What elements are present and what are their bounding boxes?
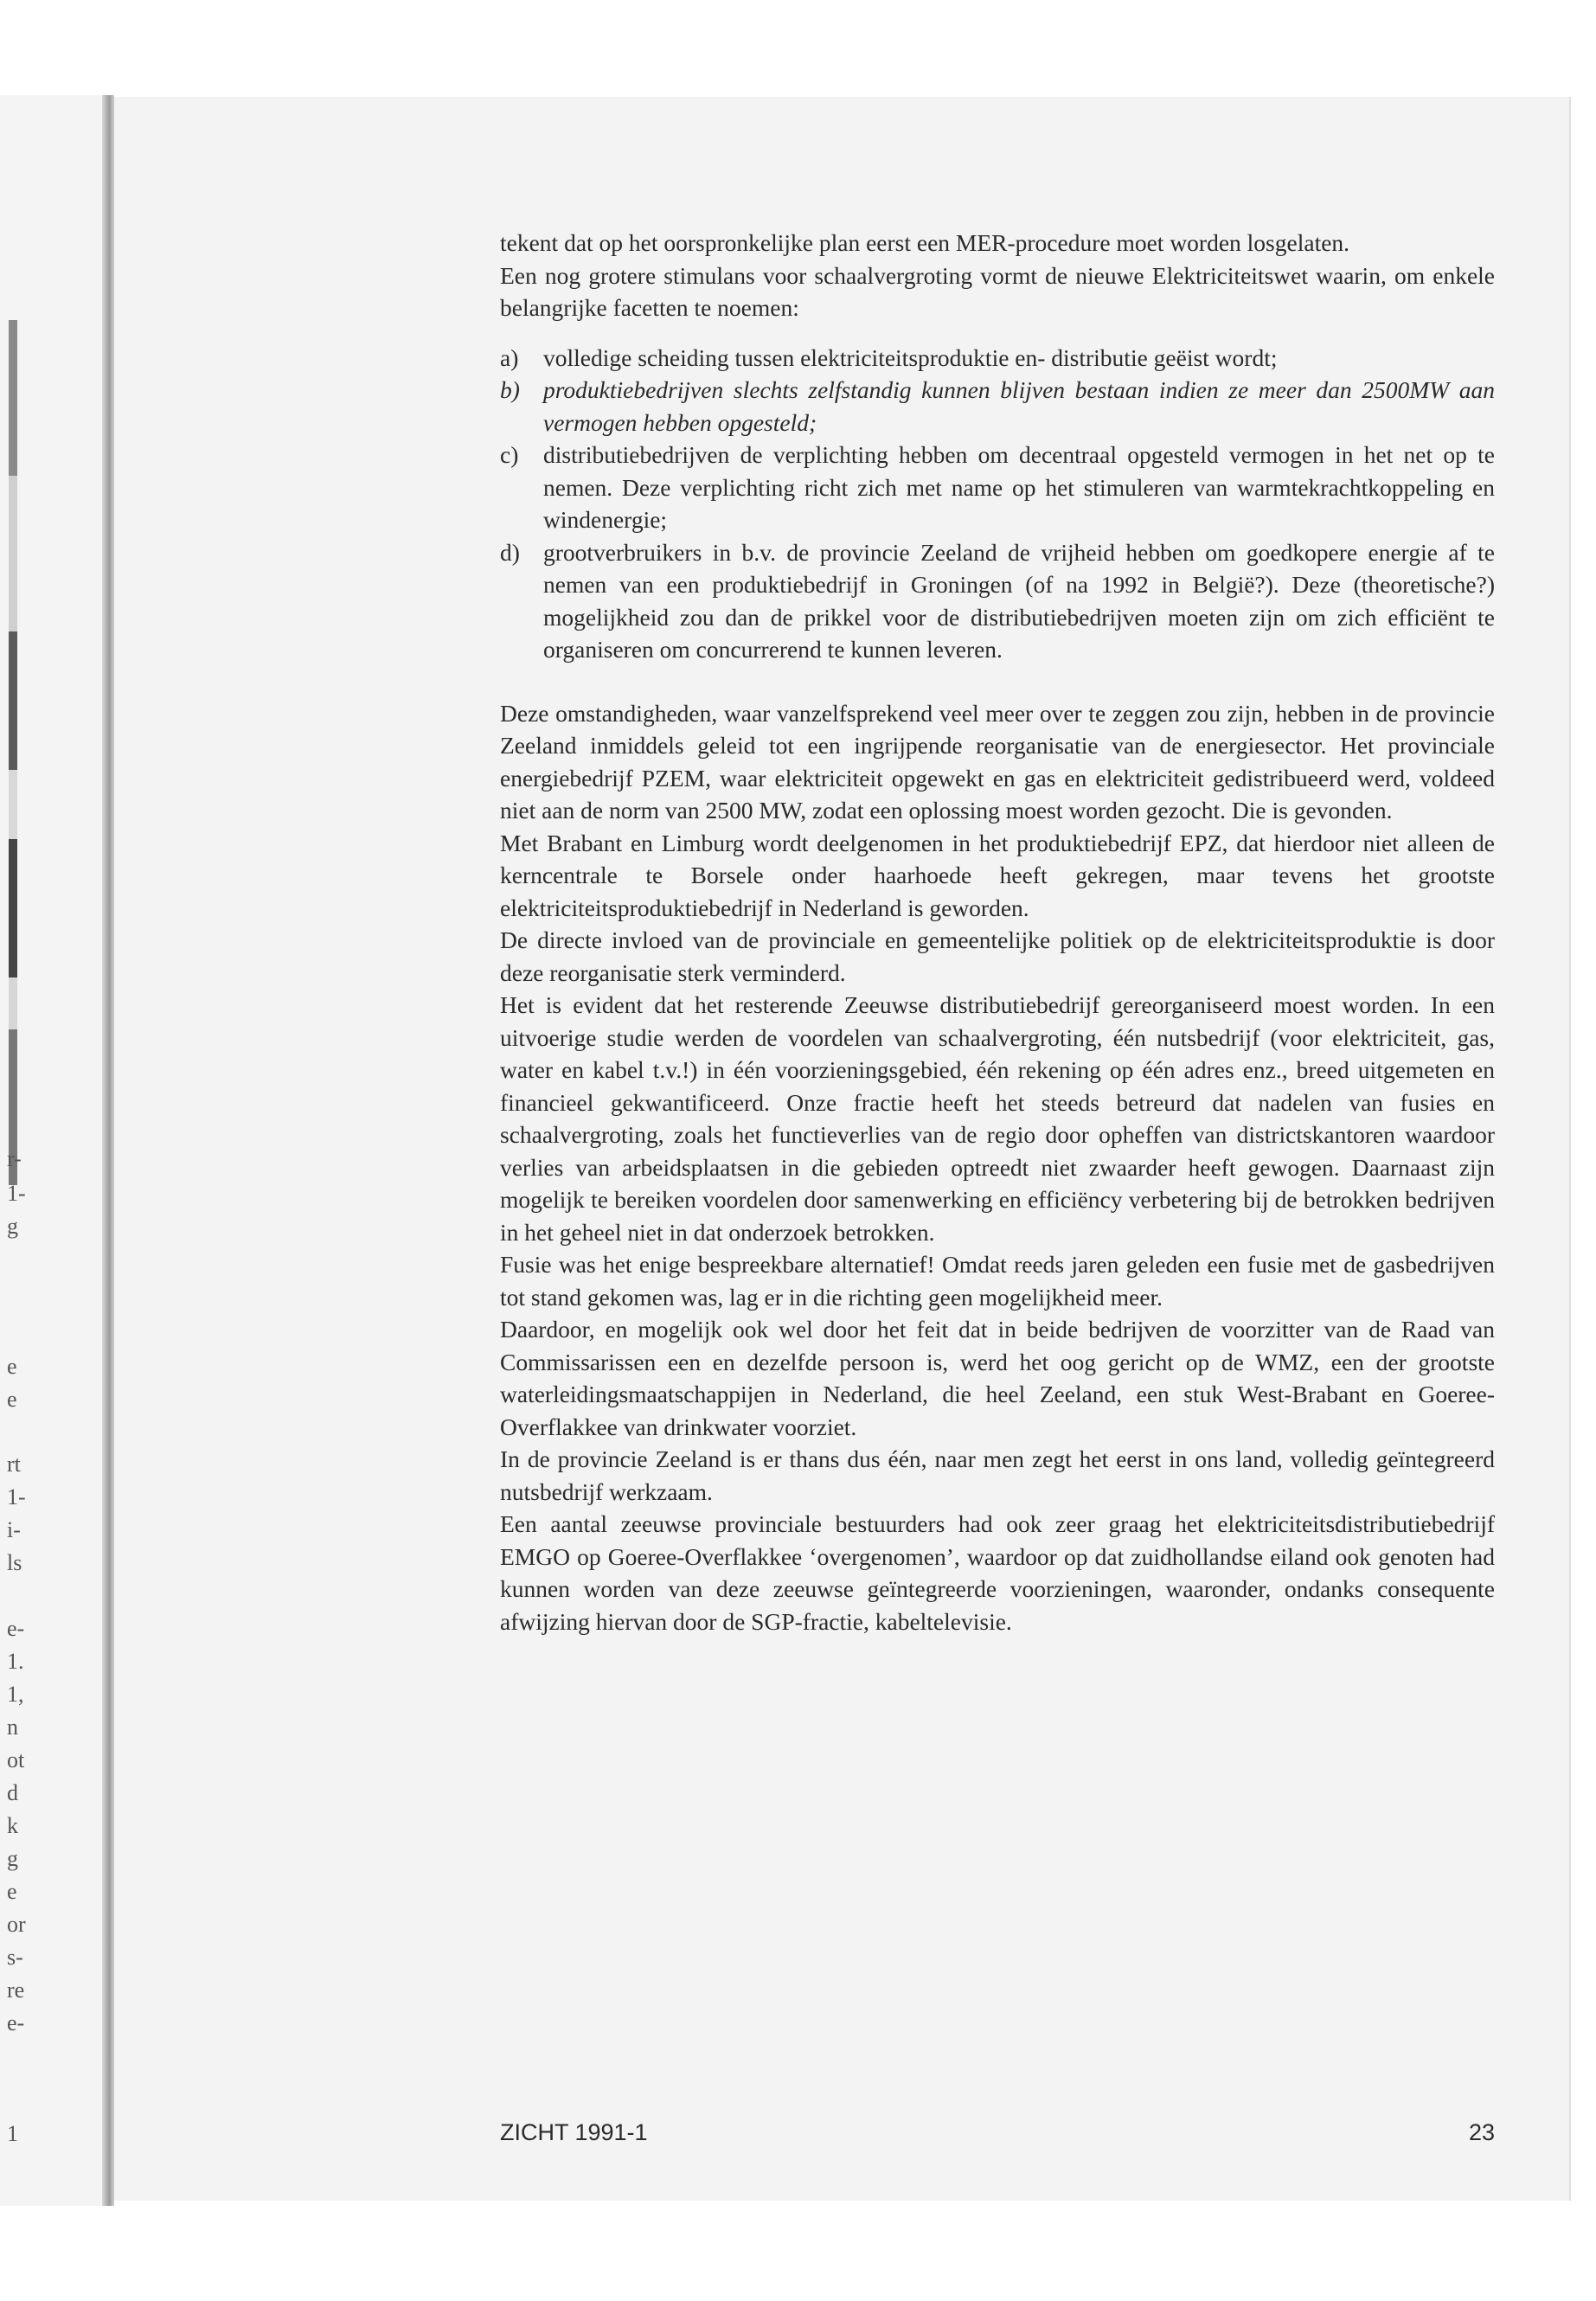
left-margin-fragment: e	[7, 1354, 17, 1379]
left-margin-fragment: 1-	[7, 1484, 26, 1509]
left-margin-fragment: rt	[7, 1452, 21, 1477]
paragraph: In de provincie Zeeland is er thans dus één, naar men zegt het eerst in ons land, volledig geïntegreerd nutsbedrijf werkzaam.	[500, 1445, 1495, 1505]
paragraph: Fusie was het enige bespreekbare alternatief! Omdat reeds jaren geleden een fusie met de gasbedrijven tot stand gekomen was, lag er in die richting geen mogelijkheid meer.	[500, 1251, 1495, 1311]
left-page-image-edge	[9, 320, 17, 1185]
paragraph: Het is evident dat het resterende Zeeuwse distributiebedrijf gereorganiseerd moest worden. In een uitvoerige studie werden de voordelen van schaalvergroting, één nutsbedrijf (voor elektriciteit, gas, water en kabel t.v.!) in één voorzieningsgebied, één rekening op één adres enz., breed uitgemeten en financieel gekwantificeerd. Onze fractie heeft het steeds betreurd dat nadelen van fusies en schaalvergroting, zoals het functieverlies van de regio door opheffen van districtskantoren waardoor verlies van arbeidsplaatsen in die gebieden optreedt niet zwaarder heeft gewogen. Daarnaast zijn mogelijk te bereiken voordelen door samenwerking en efficiëncy verbetering bij de betrokken bedrijven in het geheel niet in dat onderzoek betrokken.	[500, 991, 1495, 1246]
list-item	[500, 374, 1495, 439]
left-margin-fragment: 1	[7, 2121, 18, 2146]
right-page	[114, 97, 1569, 2201]
left-margin-fragment: e	[7, 1387, 17, 1412]
paragraph: Een nog grotere stimulans voor schaalvergroting vormt de nieuwe Elektriciteitswet waarin, om enkele belangrijke facetten te noemen:	[500, 261, 1495, 321]
left-margin-fragment: ot	[7, 1747, 25, 1772]
left-margin-fragment: ls	[7, 1550, 22, 1575]
list-marker: b)	[500, 376, 520, 403]
list-marker: d)	[500, 538, 520, 566]
left-margin-fragment: 1.	[7, 1649, 24, 1674]
left-margin-fragment: or	[7, 1912, 26, 1937]
paragraph: De directe invloed van de provinciale en gemeentelijke politiek op de elektriciteitsproduktie is door deze reorganisatie sterk verminderd.	[500, 926, 1495, 986]
paragraph: Met Brabant en Limburg wordt deelgenomen in het produktiebedrijf EPZ, dat hierdoor niet alleen de kerncentrale te Borsele onder haarhoede heeft gekregen, maar tevens het grootste elektriciteitsproduktiebedrijf in Nederland is geworden.	[500, 829, 1495, 921]
paragraph: Deze omstandigheden, waar vanzelfsprekend veel meer over te zeggen zou zijn, hebben in de provincie Zeeland inmiddels geleid tot een ingrijpende reorganisatie van de energiesector. Het provinciale energiebedrijf PZEM, waar elektriciteit opgewekt en gas en elektriciteit gedistribueerd werd, voldeed niet aan de norm van 2500 MW, zodat een oplossing moest worden gezocht. Die is gevonden.	[500, 699, 1495, 824]
list-item-text: volledige scheiding tussen elektriciteitsproduktie en- distributie geëist wordt;	[543, 343, 1278, 371]
list-marker: c)	[500, 441, 519, 468]
list-item	[500, 342, 1495, 375]
list-marker: a)	[500, 343, 519, 371]
list-item-text: produktiebedrijven slechts zelfstandig kunnen blijven bestaan indien ze meer dan 2500MW aan vermogen hebben opgesteld;	[543, 376, 1495, 436]
list-item-text: grootverbruikers in b.v. de provincie Zeeland de vrijheid hebben om goedkopere energie af te nemen van een produktiebedrijf in Groningen (of na 1992 in België?). Deze (theoretische?) mogelijkheid zou dan de prikkel voor de distributiebedrijven moeten zijn om zich efficiënt te organiseren om concurrerend te kunnen leveren.	[543, 538, 1495, 663]
left-margin-fragment: r-	[7, 1146, 22, 1171]
left-margin-fragment: 1,	[7, 1682, 24, 1707]
left-margin-fragment: e-	[7, 2010, 25, 2035]
list-item-text: distributiebedrijven de verplichting hebben om decentraal opgesteld vermogen in het net op te nemen. Deze verplichting richt zich met name op het stimuleren van warmtekrachtkoppeling en windenergie;	[543, 441, 1495, 533]
left-margin-fragment: i-	[7, 1517, 21, 1542]
left-margin-fragment: re	[7, 1977, 25, 2003]
left-margin-fragment: g	[7, 1846, 18, 1871]
left-margin-fragment: k	[7, 1813, 18, 1838]
paragraph: Daardoor, en mogelijk ook wel door het feit dat in beide bedrijven de voorzitter van de Raad van Commissarissen een en dezelfde persoon is, werd het oog gericht op de WMZ, een der grootste waterleidingsmaatschappijen in Nederland, die heel Zeeland, een stuk West-Brabant en Goeree-Overflakkee van drinkwater voorziet.	[500, 1316, 1495, 1440]
text-column	[500, 227, 1495, 1638]
paragraph: tekent dat op het oorspronkelijke plan eerst een MER-procedure moet worden losgelaten.	[500, 229, 1350, 256]
left-margin-fragment: g	[7, 1214, 18, 1239]
book-spine	[102, 95, 114, 2206]
left-margin-fragment: 1-	[7, 1181, 26, 1206]
list-item	[500, 536, 1495, 666]
journal-issue: ZICHT 1991-1	[500, 2119, 648, 2145]
left-margin-fragment: e	[7, 1879, 17, 1904]
left-margin-fragment: e-	[7, 1616, 25, 1641]
left-margin-fragment: n	[7, 1715, 18, 1740]
left-facing-page	[0, 95, 111, 2206]
left-margin-fragment: s-	[7, 1945, 23, 1970]
paragraph: Een aantal zeeuwse provinciale bestuurders had ook zeer graag het elektriciteitsdistributiebedrijf EMGO op Goeree-Overflakkee ‘overgenomen’, waardoor op dat zuidhollandse eiland ook genoten had kunnen worden van deze zeeuwse geïntegreerde voorzieningen, waaronder, ondanks consequente afwijzing hiervan door de SGP-fractie, kabeltelevisie.	[500, 1510, 1495, 1635]
page-number: 23	[1468, 2119, 1495, 2145]
left-margin-fragment: d	[7, 1780, 18, 1805]
list-item	[500, 439, 1495, 536]
